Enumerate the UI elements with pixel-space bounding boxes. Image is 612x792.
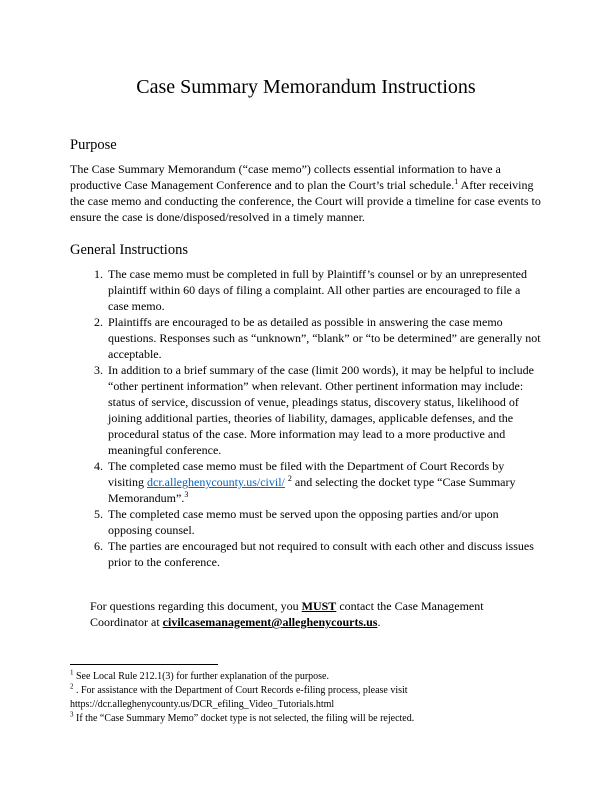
instruction-item-3: [106, 362, 542, 458]
footnote-ref-3: 3: [184, 490, 189, 499]
contact-text-continued: contact the Case Management Coordinator at: [90, 599, 484, 629]
contact-text: For questions regarding this document, you: [90, 599, 302, 613]
instruction-item-6: [106, 538, 542, 570]
contact-paragraph: [90, 598, 542, 630]
section-heading-general-instructions: General Instructions: [70, 242, 188, 258]
section-heading-purpose: Purpose: [70, 137, 117, 153]
footnote-3: [70, 712, 542, 726]
instruction-item-5-text: The completed case memo must be served upon the opposing parties and/or upon opposing counsel.: [108, 507, 499, 537]
instruction-item-5: [106, 506, 542, 538]
footnote-2-text: . For assistance with the Department of Court Records e-filing process, please visit https://dcr.alleghenycounty.us/DCR_efiling_Video_Tutorials.html: [70, 685, 408, 710]
footnote-2-marker: 2: [70, 682, 74, 691]
instruction-item-2-text: Plaintiffs are encouraged to be as detailed as possible in answering the case memo questions. Responses such as “unknown”, “blank” or “to be determined” are generally not acceptable.: [108, 315, 541, 361]
page-title: Case Summary Memorandum Instructions: [136, 76, 476, 98]
civil-filing-link[interactable]: dcr.alleghenycounty.us/civil/: [147, 475, 285, 489]
instruction-item-4-text-continued: and selecting the docket type “Case Summary Memorandum”.: [108, 475, 516, 505]
footnote-ref-2: 2: [287, 474, 292, 483]
contact-email-link[interactable]: civilcasemanagement@alleghenycourts.us: [162, 615, 378, 629]
instruction-item-1: [106, 266, 542, 314]
footnote-3-text: If the “Case Summary Memo” docket type is not selected, the filing will be rejected.: [73, 713, 415, 724]
footnote-1-text: See Local Rule 212.1(3) for further explanation of the purpose.: [73, 671, 329, 682]
purpose-paragraph: [70, 161, 542, 225]
footnote-ref-1: 1: [454, 177, 459, 186]
instruction-item-4: [106, 458, 542, 506]
instructions-list: [70, 266, 542, 570]
instruction-item-4-text: The completed case memo must be filed with the Department of Court Records by visiting: [108, 459, 505, 489]
footnote-1: [70, 670, 542, 684]
must-emphasis: MUST: [301, 599, 337, 613]
footnote-1-marker: 1: [70, 668, 74, 677]
footnote-separator: [70, 664, 218, 665]
instruction-item-2: [106, 314, 542, 362]
footnote-2: [70, 684, 542, 712]
footnote-3-marker: 3: [70, 710, 74, 719]
footnotes-section: [70, 664, 542, 726]
instruction-item-1-text: The case memo must be completed in full by Plaintiff’s counsel or by an unrepresented plaintiff within 60 days of filing a complaint. All other parties are encouraged to file a case memo.: [108, 267, 527, 313]
instruction-item-6-text: The parties are encouraged but not required to consult with each other and discuss issues prior to the conference.: [108, 539, 534, 569]
purpose-text-continued: After receiving the case memo and conducting the conference, the Court will provide a timeline for case events to ensure the case is done/disposed/resolved in a timely manner.: [70, 178, 541, 224]
contact-text-end: .: [377, 615, 381, 629]
purpose-text: The Case Summary Memorandum (“case memo”) collects essential information to have a productive Case Management Conference and to plan the Court’s trial schedule.: [70, 162, 501, 192]
instruction-item-3-text: In addition to a brief summary of the case (limit 200 words), it may be helpful to include “other pertinent information” when relevant. Other pertinent information may include: status of service, discussion of venue, pleadings status, discovery status, likelihood of joining additional parties, theories of liability, damages, applicable defenses, and the procedural status of the case. More information may lead to a more productive and meaningful conference.: [108, 363, 534, 457]
